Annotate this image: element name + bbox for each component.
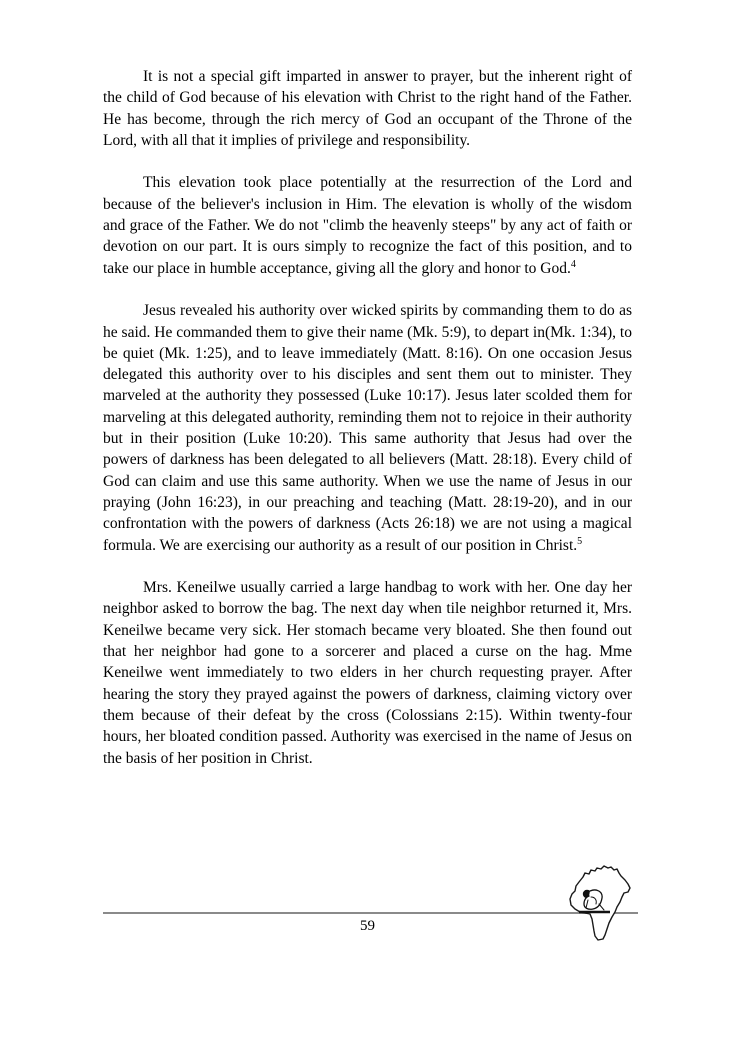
paragraph-2 <box>103 172 632 278</box>
footnote-ref-4: 4 <box>570 258 576 270</box>
page-body-text <box>103 66 632 790</box>
paragraph-1 <box>103 66 632 151</box>
paragraph-1-text: It is not a special gift imparted in answer to prayer, but the inherent right of the child of God because of his elevation with Christ to the right hand of the Father. He has become, through the rich mercy of God an occupant of the Throne of the Lord, with all that it implies of privilege and responsibility. <box>103 68 632 149</box>
page-number: 59 <box>360 918 375 934</box>
paragraph-4-text: Mrs. Keneilwe usually carried a large handbag to work with her. One day her neighbor asked to borrow the bag. The next day when tile neighbor returned it, Mrs. Keneilwe became very sick. Her stomach became very bloated. She then found out that her neighbor had gone to a sorcerer and placed a curse on the hag. Mme Keneilwe went immediately to two elders in her church requesting prayer. After hearing the story they prayed against the powers of darkness, claiming victory over them because of their defeat by the cross (Colossians 2:15). Within twenty-four hours, her bloated condition passed. Authority was exercised in the name of Jesus on the basis of her position in Christ. <box>103 579 632 767</box>
paragraph-3-text: Jesus revealed his authority over wicked spirits by commanding them to do as he said. He commanded them to give their name (Mk. 5:9), to depart in(Mk. 1:34), to be quiet (Mk. 1:25), and to leave immediately (Matt. 8:16). On one occasion Jesus delegated this authority over to his disciples and sent them out to minister. They marveled at the authority they possessed (Luke 10:17). Jesus later scolded them for marveling at this delegated authority, reminding them not to rejoice in their authority but in their position (Luke 10:20). This same authority that Jesus had over the powers of darkness has been delegated to all believers (Matt. 28:18). Every child of God can claim and use this same authority. When we use the name of Jesus in our praying (John 16:23), in our preaching and teaching (Matt. 28:19-20), and in our confrontation with the powers of darkness (Acts 26:18) we are not using a magical formula. We are exercising our authority as a result of our position in Christ. <box>103 302 632 554</box>
paragraph-2-text: This elevation took place potentially at the resurrection of the Lord and because of the believer's inclusion in Him. The elevation is wholly of the wisdom and grace of the Father. We do not "climb the heavenly steeps" by any act of faith or devotion on our part. It is ours simply to recognize the fact of this position, and to take our place in humble acceptance, giving all the glory and honor to God. <box>103 174 632 277</box>
paragraph-3 <box>103 300 632 556</box>
footnote-ref-5: 5 <box>577 535 583 547</box>
paragraph-4 <box>103 577 632 769</box>
footer-rule <box>103 912 638 914</box>
